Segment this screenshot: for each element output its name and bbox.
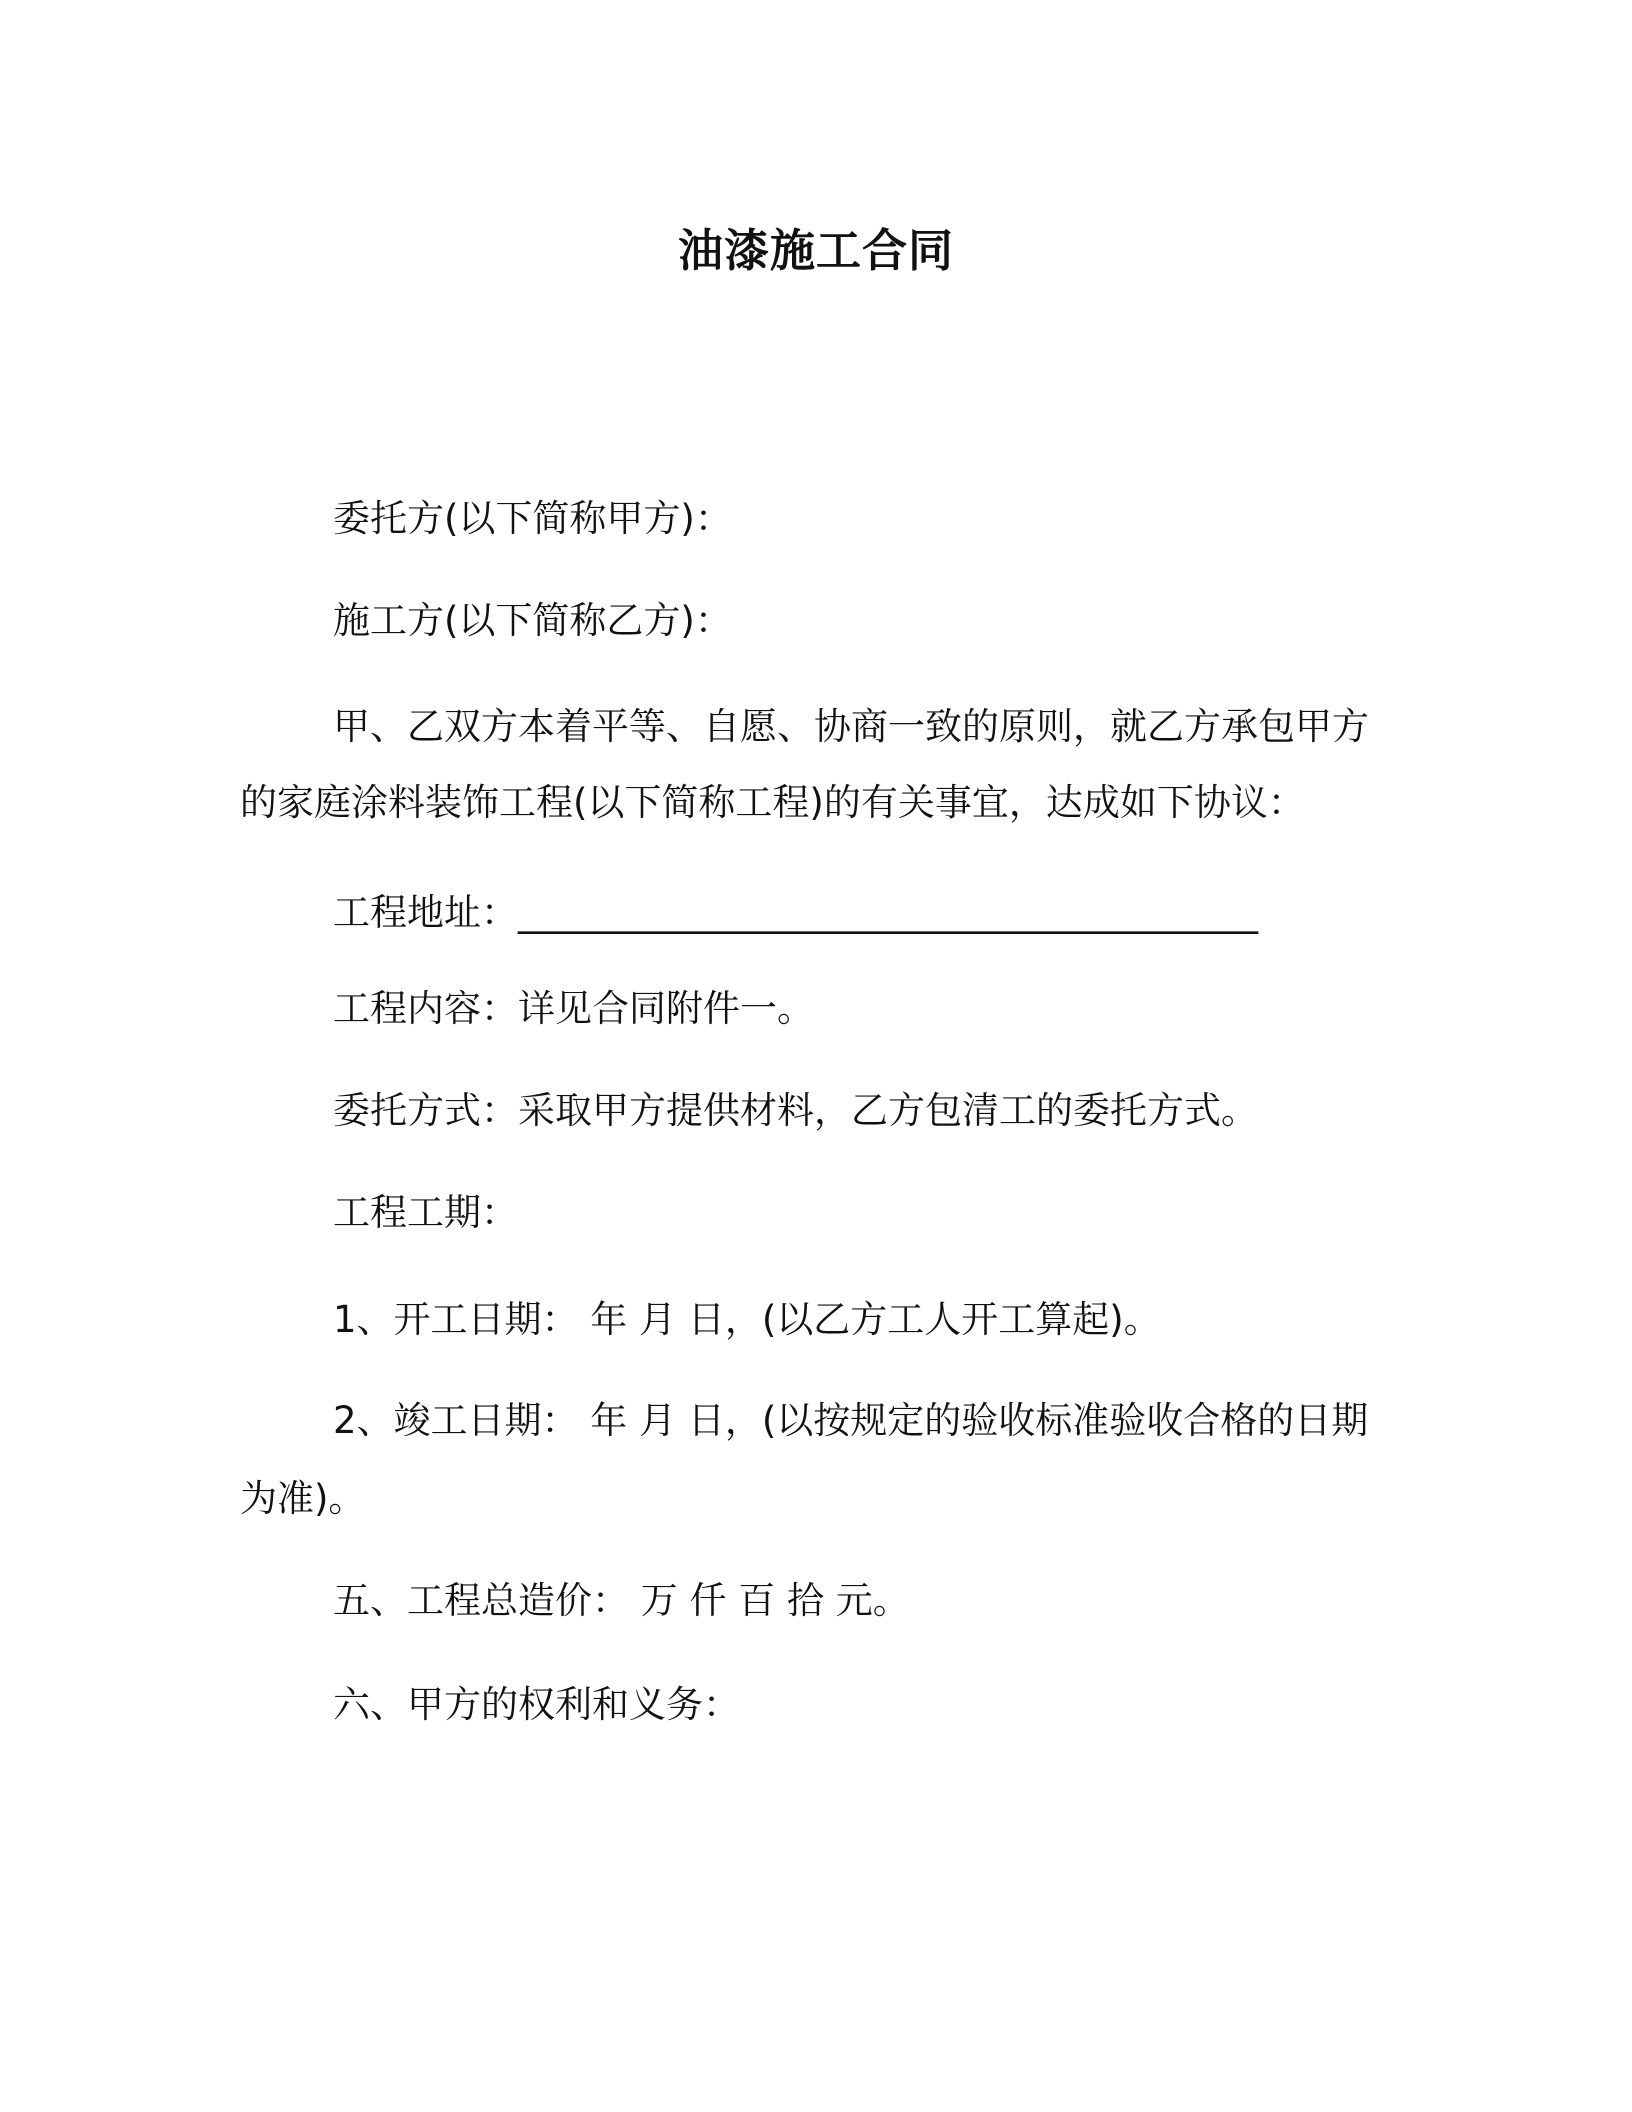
project-address-label: 工程地址： [333,891,518,934]
schedule-completion-line-1: 2、竣工日期： 年 月 日，(以按规定的验收标准验收合格的日期 [333,1399,1369,1442]
schedule-completion-line-2: 为准)。 [240,1477,366,1520]
document-title: 油漆施工合同 [677,224,954,277]
contractor-party-line: 施工方(以下简称乙方)： [333,599,732,642]
preamble-line-2: 的家庭涂料装饰工程(以下简称工程)的有关事宜，达成如下协议： [240,781,1305,824]
commission-method-line: 委托方式：采取甲方提供材料，乙方包清工的委托方式。 [333,1089,1258,1132]
total-price-line: 五、工程总造价： 万 仟 百 拾 元。 [333,1579,910,1622]
client-party-line: 委托方(以下简称甲方)： [333,497,732,540]
preamble-line-1: 甲、乙双方本着平等、自愿、协商一致的原则，就乙方承包甲方 [333,705,1369,748]
party-a-rights-heading: 六、甲方的权利和义务： [333,1683,740,1726]
project-content-line: 工程内容：详见合同附件一。 [333,987,814,1030]
schedule-heading: 工程工期： [333,1191,518,1234]
project-address-blank: ________________________________________ [518,891,1258,934]
project-address-line [333,891,1258,935]
schedule-start-date: 1、开工日期： 年 月 日，(以乙方工人开工算起)。 [333,1298,1161,1341]
